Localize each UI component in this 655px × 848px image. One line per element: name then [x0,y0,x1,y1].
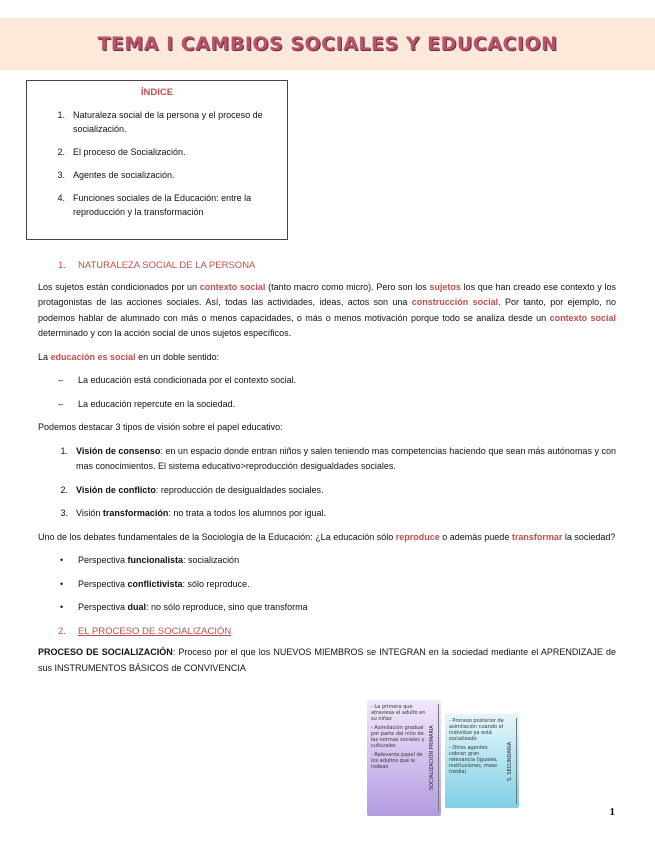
index-item-text: Funciones sociales de la Educación: entre la reproducción y la transformación [73,193,252,217]
index-item [37,108,277,136]
panel-item: - Proceso posterior de asimilación cuando el individuo ya está socializado [449,718,504,742]
bold-term: PROCESO DE SOCIALIZACIÓN [38,647,173,657]
section-number: 2. [58,625,66,637]
text-run: la sociedad? [562,531,616,542]
highlight-term: construcción social [411,297,499,307]
text-run: Perspectiva [78,555,128,565]
secondary-socialization-panel [445,714,519,808]
text-run: Perspectiva [78,578,128,589]
highlight-term: educación es social [50,351,136,362]
list-item [58,373,616,389]
index-item-text: El proceso de Socialización. [73,147,186,157]
text-run: : socialización [183,555,240,565]
list-number: 3. [60,508,68,518]
highlight-term: sujetos [429,281,461,292]
section-1-heading [58,258,616,274]
panel-item: - Otros agentes cobran gran relevancia (iguales, instituciones, mass media) [449,745,498,775]
section-number: 1. [58,260,66,271]
text-run: : Proceso por el que los NUEVOS MIEMBROS se INTEGRAN en la sociedad mediante el APRENDIZAJE de sus INSTRUMENTOS BÁSICOS de CONVIVENCIA [38,647,616,673]
list-number: 2. [60,484,68,495]
bullet-icon: • [60,555,64,565]
primary-socialization-panel [367,700,441,816]
list-item [60,553,616,569]
list-item-text [78,577,250,593]
document-body [38,258,616,684]
section-title: NATURALEZA SOCIAL DE LA PERSONA [78,260,256,271]
socialization-diagram [367,700,519,816]
highlight-term: contexto social [549,312,616,323]
list-item-text: La educación repercute en la sociedad. [78,398,236,409]
index-item-number: 1. [57,110,65,120]
bold-term: transformación [102,508,169,518]
title-band [0,18,655,70]
section-title: EL PROCESO DE SOCIALIZACIÓN [78,625,232,637]
paragraph-visions-intro: Podemos destacar 3 tipos de visión sobre el papel educativo: [38,422,283,432]
list-item-text [76,506,616,522]
index-item-text: Naturaleza social de la persona y el proceso de socialización. [73,110,263,134]
dash-marker: – [58,398,64,409]
index-item-number: 3. [57,170,65,180]
page-number: 1 [609,806,615,818]
index-heading: ÍNDICE [140,87,174,98]
text-run: : en un espacio donde entran niños y salen teniendo mas competencias haciendo que sean más autónomas y con mas conocimientos. El sistema educativo>reproducción desigualdades sociales. [76,445,616,471]
index-item [37,145,277,159]
list-item-text [78,600,308,616]
paragraph-socialization-definition [38,645,616,676]
paragraph-debate [38,530,616,546]
text-run: : no trata a todos los alumnos por igual. [168,508,326,518]
text-run: Uno de los debates fundamentales de la Sociología de la Educación: ¿La educación sólo [38,531,396,542]
bullet-icon: • [60,602,64,612]
list-item-text [76,444,616,475]
text-run: Perspectiva [78,602,128,612]
list-item-text [78,553,239,569]
text-run: La [38,351,51,362]
index-item-text: Agentes de socialización. [73,170,175,180]
bullet-icon: • [60,578,64,589]
list-item [54,444,616,475]
text-run: los que han creado ese contexto y los protagonistas de las acciones sociales. Así, todas las actividades, ideas, actos son una [38,281,616,307]
bold-term: conflictivista [127,578,183,589]
text-run: : no sólo reproduce, sino que transforma [146,602,308,612]
dash-marker: – [58,375,64,385]
list-item [54,483,616,499]
panel-item: - Asimilación gradual por parte del niño de las normas sociales y culturales [371,725,425,749]
text-run: Visión [76,508,103,518]
list-item [58,397,616,413]
paragraph-context [38,280,616,342]
panel-item: - Relevante papel de los adultos que le rodean [371,752,423,770]
bold-term: Visión de conflicto [76,484,156,495]
panel-label: S. SECUNDARIA [507,718,517,804]
text-run: : sólo reproduce. [182,578,250,589]
index-item [37,191,277,219]
highlight-term: contexto social [199,281,266,292]
text-run: (tanto macro como micro). Pero son los [265,281,430,292]
index-item-number: 4. [57,193,65,203]
highlight-term: reproduce [395,531,440,542]
perspectives-list [38,553,616,616]
panel-item: - La primera que atraviesa el adulto en su niñez [371,704,426,722]
list-item [60,600,616,616]
list-number: 1. [60,445,68,456]
list-item-text: La educación está condicionada por el contexto social. [78,375,297,385]
highlight-term: transformar [511,531,563,542]
index-list [37,108,277,219]
document-title: TEMA I CAMBIOS SOCIALES Y EDUCACION [97,33,558,55]
section-2-heading [58,624,616,640]
list-item [54,506,616,522]
text-run: o además puede [439,531,512,542]
visions-list [38,444,616,522]
index-box [26,80,288,240]
list-item [60,577,616,593]
paragraph-double-sense [38,350,616,366]
text-run: : reproducción de desigualdades sociales. [155,484,324,495]
text-run: determinado y con la acción social de unos sujetos específicos. [38,328,292,338]
dash-list [38,373,616,412]
index-item-number: 2. [57,147,65,157]
bold-term: funcionalista [127,555,184,565]
index-item [37,168,277,182]
text-run: en un doble sentido: [135,351,220,362]
text-run: . Por tanto, por ejemplo, no podemos hablar de alumnado con más o menos capacidades, o más o menos motivación porque todo se analiza desde un [38,297,616,323]
bold-term: dual [127,602,147,612]
panel-label: SOCIALIZACIÓN PRIMARIA [429,704,439,812]
text-run: Los sujetos están condicionados por un [38,281,200,292]
bold-term: Visión de consenso [76,445,161,456]
list-item-text [76,483,616,499]
